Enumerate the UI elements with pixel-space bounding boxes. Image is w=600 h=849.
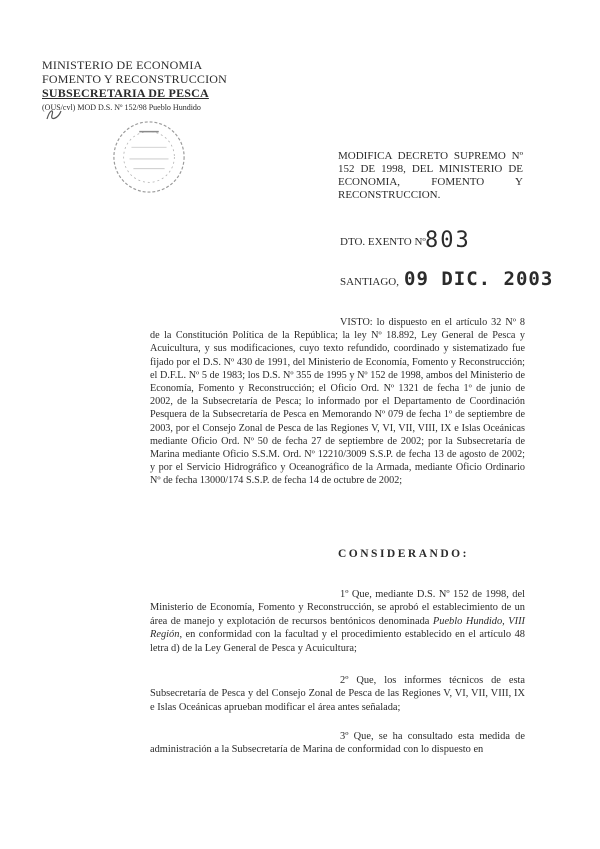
date-stamp: 09 DIC. 2003 <box>404 268 554 290</box>
considerando-paragraph-3: 3º Que, se ha consultado esta medida de administración a la Subsecretaría de Marina de conformidad con lo dispuesto en <box>150 731 525 756</box>
considerando-heading: CONSIDERANDO: <box>338 548 469 560</box>
visto-paragraph: VISTO: lo dispuesto en el artículo 32 Nº 8 de la Constitución Política de la República; la ley Nº 18.892, Ley General de Pesca y Acuicultura, y sus modificaciones, cuyo texto refundido, coordinado y sistematizado fue fijado por el D.S. Nº 430 de 1991, del Ministerio de Economía, Fomento y Reconstrucción; el D.F.L. Nº 5 de 1983; los D.S. Nº 355 de 1995 y Nº 152 de 1998, ambos del Ministerio de Economía, Fomento y Reconstrucción; el Oficio Ord. Nº 1321 de fecha 1º de junio de 2002, de la Subsecretaría de Pesca; lo informado por el Departamento de Coordinación Pesquera de la Subsecretaría de Pesca en Memorando Nº 079 de fecha 1º de septiembre de 2003, por el Consejo Zonal de Pesca de las Regiones V, VI, VII, VIII, IX e Islas Oceánicas mediante Oficio Ord. Nº 50 de fecha 27 de septiembre de 2002; por la Subsecretaría de Marina mediante Oficio S.S.M. Ord. Nº 12210/3009 S.S.P. de fecha 13 de agosto de 2002; y por el Servicio Hidrográfico y Oceanográfico de la Armada, mediante Oficio Ordinario Nº de fecha 13000/174 S.S.P. de fecha 14 de octubre de 2002; <box>150 317 525 487</box>
decree-label: DTO. EXENTO Nº <box>340 236 426 248</box>
area-name: Pueblo Hundido, VIII Región <box>150 615 525 641</box>
paragraph-1-text-b: , en conformidad con la facultad y el procedimiento establecido en el artículo 48 letra d) de la Ley General de Pesca y Acuicultura; <box>150 629 525 654</box>
decree-number: 803 <box>425 228 471 253</box>
considerando-paragraph-1 <box>150 588 525 655</box>
considerando-paragraph-2: 2º Que, los informes técnicos de esta Subsecretaría de Pesca y del Consejo Zonal de Pesca de las Regiones V, VI, VII, VIII, IX e Islas Oceánicas aprueban modificar el área antes señalada; <box>150 675 525 713</box>
ministry-header <box>42 58 272 115</box>
official-seal-icon <box>110 118 188 196</box>
subsecretaria-name: SUBSECRETARIA DE PESCA <box>42 86 209 100</box>
ministry-subname: FOMENTO Y RECONSTRUCCION <box>42 72 228 86</box>
city-label: SANTIAGO, <box>340 276 399 288</box>
ministry-name: MINISTERIO DE ECONOMIA <box>42 58 203 72</box>
handwritten-mark-icon <box>44 105 64 123</box>
paragraph-1-text-a: 1º Que, mediante D.S. Nº 152 de 1998, del Ministerio de Economía, Fomento y Reconstrucción, se aprobó el establecimiento de un área de manejo y explotación de recursos bentónicos denominada <box>150 589 525 627</box>
reference-code: (OUS/cvl) MOD D.S. Nº 152/98 Pueblo Hundido <box>42 103 201 112</box>
decree-title: MODIFICA DECRETO SUPREMO Nº 152 DE 1998, DEL MINISTERIO DE ECONOMIA, FOMENTO Y RECONSTRUCCION. <box>338 150 523 201</box>
